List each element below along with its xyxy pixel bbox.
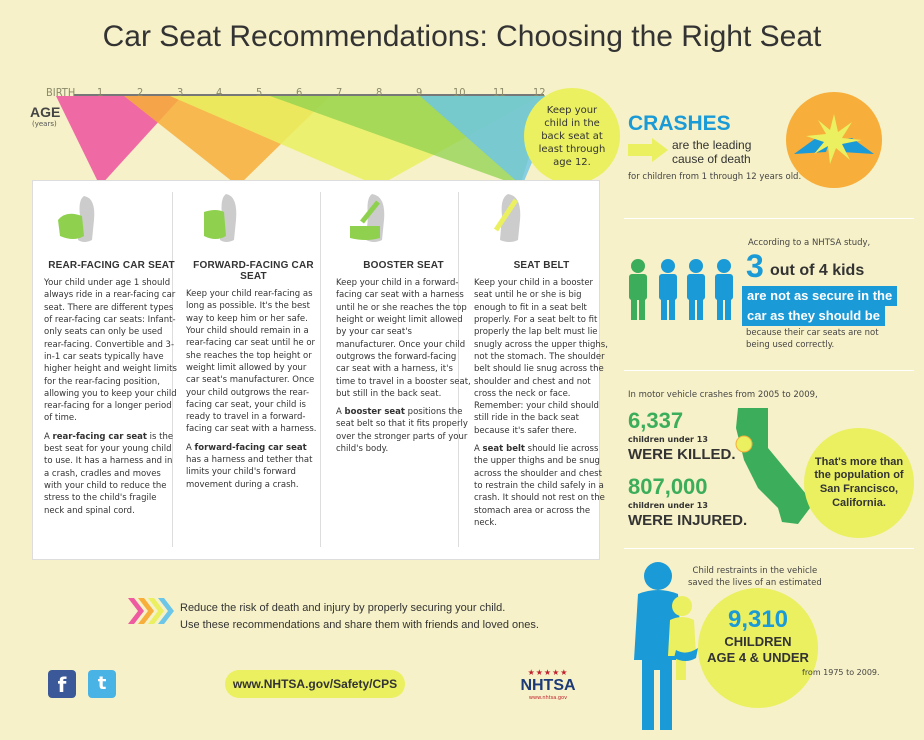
age-tick: 7 — [336, 86, 343, 99]
column-heading: SEAT BELT — [513, 260, 570, 271]
age-timeline-graphic — [0, 0, 620, 200]
age-axis-label: AGE — [30, 104, 61, 120]
car-crash-icon — [786, 92, 882, 188]
nhtsa-url-link[interactable]: www.NHTSA.gov/Safety/CPS — [225, 670, 405, 698]
age-tick: 8 — [376, 86, 383, 99]
age-tick: 3 — [177, 86, 184, 99]
san-francisco-bubble: That's more than the population of San Francisco, California. — [804, 428, 914, 538]
children-saved-number: 9,310 — [727, 606, 789, 633]
restraints-intro: Child restraints in the vehicle saved the lives of an estimated — [688, 566, 822, 588]
injured-number: 807,000 — [628, 474, 708, 499]
motor-vehicle-intro: In motor vehicle crashes from 2005 to 2009, — [628, 390, 818, 400]
age-tick: 4 — [216, 86, 223, 99]
rear-facing-column — [44, 190, 179, 517]
killed-small-label: children under 13 — [628, 435, 708, 444]
seat-belt-column — [474, 190, 609, 529]
age-tick: 5 — [256, 86, 263, 99]
booster-column — [336, 190, 471, 455]
facebook-icon[interactable]: f — [48, 670, 76, 698]
column-heading: FORWARD-FACING CAR SEAT — [193, 260, 314, 282]
because-note: because their car seats are not being used correctly. — [746, 328, 879, 350]
column-body: Keep your child in a forward-facing car seat with a harness until he or she reaches the top height or weight limit allowed by your car seat's manufacturer. Once your child outgrows the forward-facing car seat with a harness, it's time to travel in a booster seat, but still in the back seat. — [336, 278, 471, 399]
rear-facing-seat-icon — [44, 190, 104, 248]
column-body-2: A forward-facing car seat has a harness and tether that limits your child's forward movement during a crash. — [186, 442, 313, 490]
children-saved-bubble: 9,310 CHILDREN AGE 4 & UNDER — [698, 588, 818, 708]
years-unit-label: (years) — [32, 120, 57, 128]
seat-belt-icon — [474, 190, 534, 248]
killed-number: 6,337 — [628, 408, 684, 433]
column-body-2: A seat belt should lie across the upper thighs and be snug across the shoulder and chest to restrain the child safely in a crash. It should not rest on the stomach area or across the neck. — [474, 444, 605, 528]
age-tick: 9 — [416, 86, 423, 99]
age-tick: 10 — [453, 86, 466, 99]
twitter-icon[interactable]: t — [88, 670, 116, 698]
age-tick: 12 — [533, 86, 546, 99]
age-tick: 11 — [493, 86, 506, 99]
stat-three: 3 — [746, 248, 764, 284]
reduce-risk-text: Reduce the risk of death and injury by properly securing your child. Use these recommendations and share them with friends and loved ones. — [180, 602, 539, 631]
age-tick-birth: BIRTH — [46, 86, 76, 99]
age-tick: 1 — [97, 86, 104, 99]
kids-figures-icon — [626, 258, 738, 322]
forward-facing-column — [186, 190, 321, 491]
age-tick: 6 — [296, 86, 303, 99]
crashes-note: for children from 1 through 12 years old. — [628, 172, 802, 182]
killed-big-label: WERE KILLED. — [628, 446, 736, 463]
colored-arrows-icon — [128, 598, 174, 624]
restraints-date-range: from 1975 to 2009. — [802, 668, 880, 677]
column-heading: REAR-FACING CAR SEAT — [48, 260, 175, 271]
column-heading: BOOSTER SEAT — [363, 260, 444, 271]
section-divider — [624, 218, 914, 219]
section-divider — [624, 548, 914, 549]
study-intro: According to a NHTSA study, — [748, 238, 871, 248]
age-axis — [74, 94, 544, 96]
column-body-2: A rear-facing car seat is the best seat for your young child to use. It has a harness and in a crash, cradles and moves with your child to reduce the stress to the child's fragile neck and spinal cord. — [44, 431, 174, 516]
nhtsa-logo: ★★★★★ NHTSA www.nhtsa.gov — [520, 668, 576, 701]
crashes-subtitle: are the leading cause of death — [672, 138, 752, 167]
injured-big-label: WERE INJURED. — [628, 512, 748, 529]
yellow-arrow-icon — [628, 138, 668, 162]
california-map-icon — [734, 404, 816, 528]
column-body-2: A booster seat positions the seat belt so that it fits properly over the stronger parts of your child's body. — [336, 407, 468, 455]
page-title: Car Seat Recommendations: Choosing the Right Seat — [102, 20, 822, 53]
booster-seat-icon — [336, 190, 396, 248]
injured-small-label: children under 13 — [628, 501, 708, 510]
forward-facing-seat-icon — [186, 190, 246, 248]
column-body: Keep your child in a booster seat until he or she is big enough to fit in a seat belt properly. For a seat belt to fit properly the lap belt must lie snugly across the upper thighs, not the stomach. The shoulder belt should lie snug across the shoulder and chest and not cross the neck or face. Remember: your child should still ride in the back seat because it's safer there. — [474, 278, 608, 436]
column-body: Your child under age 1 should always ride in a rear-facing car seat. There are different types of rear-facing car seats: Infant-only seats can only be used rear-facing. Convertible and 3-in-1 car seats typically have higher height and weight limits for the rear-facing position, allowing you to keep your child rear-facing for a longer period of time. — [44, 278, 177, 424]
section-divider — [624, 370, 914, 371]
crashes-heading: CRASHES — [628, 112, 731, 135]
column-body: Keep your child rear-facing as long as possible. It's the best way to keep him or her safe. Your child should remain in a rear-facing car seat until he or she reaches the top height or weight limit allowed by your car seat's manufacturer. Once your child outgrows the rear-facing car seat, your child is ready to travel in a forward-facing car seat with a harness. — [186, 289, 317, 435]
parent-child-icon — [626, 560, 706, 732]
not-secure-band: car as they should be — [742, 306, 885, 326]
out-of-four-label: out of 4 kids — [770, 262, 865, 279]
not-secure-band: are not as secure in the — [742, 286, 897, 306]
age-tick: 2 — [137, 86, 144, 99]
back-seat-bubble: Keep your child in the back seat at least through age 12. — [524, 88, 620, 184]
